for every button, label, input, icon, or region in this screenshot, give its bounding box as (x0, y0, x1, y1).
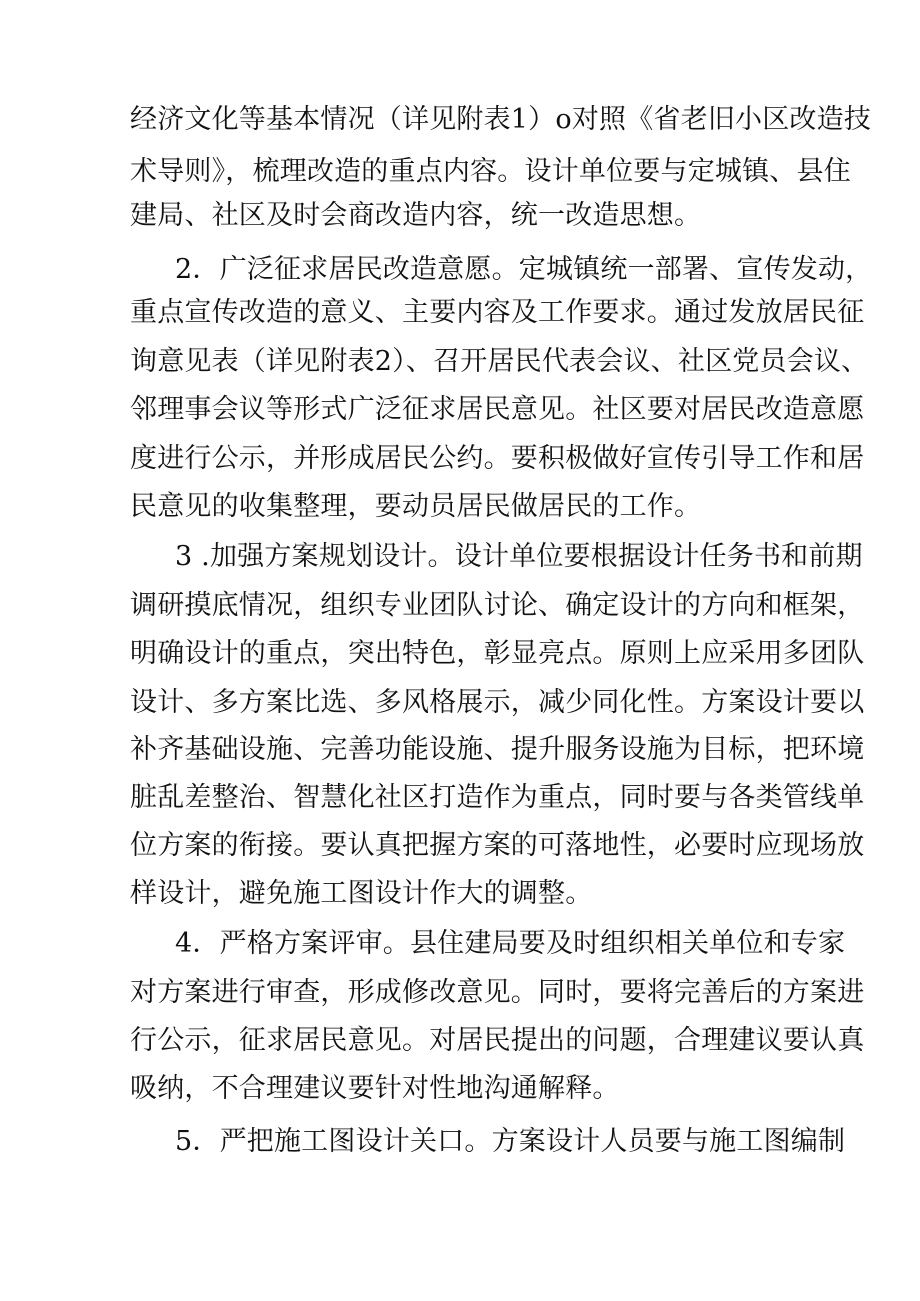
text-line: 调研摸底情况，组织专业团队讨论、确定设计的方向和框架， (130, 590, 865, 621)
text-line: 脏乱差整治、智慧化社区打造作为重点，同时要与各类管线单 (130, 782, 865, 813)
text-line: 对方案进行审查，形成修改意见。同时，要将完善后的方案进 (130, 977, 865, 1008)
text-line: 3 .加强方案规划设计。设计单位要根据设计任务书和前期 (175, 541, 863, 572)
text-line: 邻理事会议等形式广泛征求居民意见。社区要对居民改造意愿 (130, 394, 865, 425)
text-line: 吸纳，不合理建议要针对性地沟通解释。 (130, 1073, 620, 1104)
text-line: 样设计，避免施工图设计作大的调整。 (130, 878, 593, 909)
text-line: 行公示，征求居民意见。对居民提出的问题，合理建议要认真 (130, 1025, 865, 1056)
text-line: 位方案的衔接。要认真把握方案的可落地性，必要时应现场放 (130, 830, 865, 861)
text-line: 明确设计的重点，突出特色，彰显亮点。原则上应采用多团队 (130, 638, 865, 669)
text-line: 2．广泛征求居民改造意愿。定城镇统一部署、宣传发动， (175, 254, 873, 285)
text-line: 度进行公示，并形成居民公约。要积极做好宣传引导工作和居 (130, 443, 865, 474)
text-line: 术导则》，梳理改造的重点内容。设计单位要与定城镇、县住 (130, 156, 851, 187)
text-line: 询意见表（详见附表2）、召开居民代表会议、社区党员会议、 (130, 346, 869, 377)
text-line: 5．严把施工图设计关口。方案设计人员要与施工图编制 (175, 1126, 846, 1157)
text-line: 建局、社区及时会商改造内容，统一改造思想。 (130, 200, 702, 231)
text-line: 4．严格方案评审。县住建局要及时组织相关单位和专家 (175, 928, 846, 959)
text-line: 设计、多方案比选、多风格展示，减少同化性。方案设计要以 (130, 687, 865, 718)
text-line: 经济文化等基本情况（详见附表1）o对照《省老旧小区改造技 (130, 104, 872, 135)
text-line: 重点宣传改造的意义、主要内容及工作要求。通过发放居民征 (130, 297, 865, 328)
text-line: 民意见的收集整理，要动员居民做居民的工作。 (130, 491, 702, 522)
text-line: 补齐基础设施、完善功能设施、提升服务设施为目标，把环境 (130, 734, 865, 765)
